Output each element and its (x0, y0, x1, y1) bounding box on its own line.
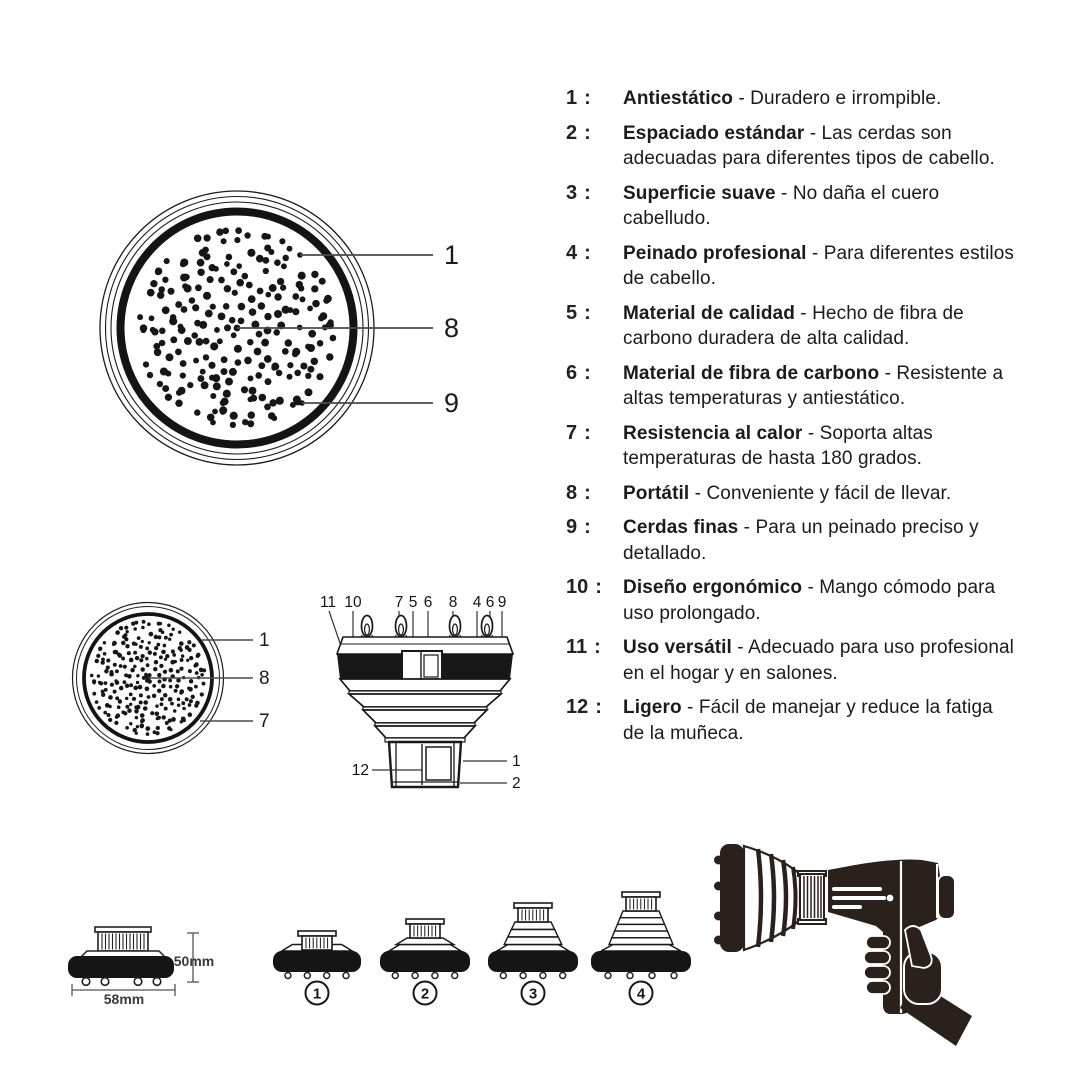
callout-label: 7 (259, 711, 270, 732)
feature-text (623, 575, 1015, 626)
feature-term: Diseño ergonómico (623, 577, 803, 598)
feature-description: Duradero e irrompible. (750, 88, 942, 109)
bristle-tip (304, 973, 310, 979)
bristle-tip (520, 973, 526, 979)
feature-text (623, 421, 1015, 472)
feature-number-value: 7 (566, 421, 578, 444)
feature-term: Cerdas finas (623, 517, 739, 538)
feature-separator: - (689, 482, 707, 504)
feature-item (566, 86, 1018, 112)
diffuser-attachment (714, 844, 826, 952)
feature-number-value: 1 (566, 87, 578, 109)
feature-number-colon: : (584, 87, 591, 109)
feature-description: Conveniente y fácil de llevar. (706, 482, 952, 504)
feature-description: Hecho de fibra de carbono duradera de alta calidad. (623, 302, 964, 349)
expansion-stages-diagram (255, 885, 695, 1015)
feature-number-colon: : (595, 696, 602, 718)
stages-layer (273, 892, 691, 1005)
feature-description: No daña el cuero cabelludo. (623, 182, 940, 229)
feature-description: Para diferentes estilos de cabello. (623, 242, 1014, 289)
feature-separator: - (794, 302, 813, 324)
feature-item (566, 635, 1018, 686)
callout-label: 8 (448, 594, 458, 611)
stage-number: 3 (528, 985, 538, 1003)
stage-drawing (591, 892, 691, 1005)
feature-item (566, 575, 1018, 626)
callout-label: 1 (259, 630, 270, 651)
feature-text (623, 481, 1015, 507)
feature-number-value: 9 (566, 516, 578, 538)
collapsed-diffuser (68, 927, 174, 985)
feature-term: Material de fibra de carbono (623, 362, 880, 384)
feature-item (566, 515, 1018, 566)
callout-label: 8 (259, 668, 270, 689)
bristle-tip (392, 973, 398, 979)
bristle-tip (627, 973, 633, 979)
feature-item (566, 301, 1018, 352)
feature-item (566, 121, 1018, 172)
feature-separator: - (738, 517, 756, 538)
feature-description: Resistente a altas temperaturas y antiestático. (623, 362, 1004, 409)
feature-list (566, 86, 1018, 755)
bristle-tip (605, 973, 611, 979)
feature-item (566, 481, 1018, 507)
callout-label: 9 (444, 388, 460, 418)
feature-number-colon: : (594, 636, 601, 658)
feature-number (566, 575, 623, 626)
bristle-tip (649, 973, 655, 979)
feature-number (566, 361, 623, 412)
callout-label: 11 (319, 594, 337, 611)
feature-description: Para un peinado preciso y detallado. (623, 517, 979, 564)
feature-term: Superficie suave (623, 182, 776, 204)
bristle-tip (671, 973, 677, 979)
stage-number: 4 (636, 985, 646, 1003)
stage-number: 1 (312, 985, 322, 1003)
bristle-tip (560, 973, 566, 979)
feature-number (566, 301, 623, 352)
feature-text (623, 181, 1015, 232)
callout-label: 6 (423, 594, 433, 611)
callout-label: 8 (444, 313, 460, 343)
callout-label: 1 (512, 753, 521, 770)
callout-label: 12 (351, 762, 369, 779)
feature-text (623, 241, 1015, 292)
feature-number-value: 11 (566, 636, 588, 658)
feature-text (623, 121, 1015, 172)
attachment-collar (798, 871, 826, 924)
feature-number (566, 241, 623, 292)
callout-label: 7 (394, 594, 404, 611)
feature-description: Fácil de manejar y reduce la fatiga de la muñeca. (623, 697, 993, 744)
feature-number (566, 86, 623, 112)
diffuser-top-view-large-diagram (95, 185, 475, 475)
callout-label: 2 (512, 775, 521, 792)
accordion-folds (340, 679, 510, 742)
feature-text (623, 695, 1015, 746)
feature-number-value: 5 (566, 301, 578, 324)
stage-drawing (488, 903, 578, 1005)
height-dimension-label: 50mm (173, 953, 215, 969)
feature-number-colon: : (584, 241, 591, 264)
diffuser-top-view-small-diagram (60, 595, 290, 770)
feature-number-colon: : (584, 516, 591, 538)
callout-label: 4 (472, 594, 482, 611)
feature-description: Soporta altas temperaturas de hasta 180 grados. (623, 422, 933, 469)
feature-item (566, 241, 1018, 292)
hair-dryer-illustration (700, 830, 1030, 1060)
bristle-tip (343, 973, 349, 979)
bristle-tips (82, 978, 161, 986)
feature-term: Espaciado estándar (623, 122, 805, 144)
hand-holding-dryer (864, 926, 972, 1046)
feature-number-value: 10 (566, 576, 589, 598)
feature-item (566, 421, 1018, 472)
feature-number-value: 8 (566, 481, 578, 504)
diffuser-side-view-diagram (315, 590, 545, 800)
feature-number-value: 2 (566, 121, 578, 144)
feature-number (566, 121, 623, 172)
feature-term: Peinado profesional (623, 242, 807, 264)
bristle-tip (452, 973, 458, 979)
feature-term: Portátil (623, 482, 690, 504)
feature-separator: - (775, 182, 793, 204)
dryer-rear-cap (939, 876, 954, 918)
callout-label: 9 (497, 594, 507, 611)
feature-number (566, 695, 623, 746)
feature-separator: - (879, 362, 897, 384)
feature-text (623, 361, 1015, 412)
feature-term: Uso versátil (623, 637, 732, 658)
callout-label: 10 (344, 594, 362, 611)
feature-separator: - (802, 422, 820, 444)
feature-description: Las cerdas son adecuadas para diferentes tipos de cabello. (623, 122, 995, 169)
feature-number-value: 12 (566, 696, 589, 718)
feature-text (623, 635, 1015, 686)
feature-number-colon: : (584, 181, 591, 204)
collapsed-dimension-diagram (55, 900, 255, 1015)
feature-term: Material de calidad (623, 302, 795, 324)
feature-number (566, 481, 623, 507)
feature-text (623, 301, 1015, 352)
feature-number-value: 3 (566, 181, 578, 204)
feature-number-colon: : (595, 576, 602, 598)
bristle-tip (324, 973, 330, 979)
bristle-tip (432, 973, 438, 979)
feature-item (566, 181, 1018, 232)
feature-separator: - (732, 88, 751, 109)
feature-number-value: 4 (566, 241, 578, 264)
feature-text (623, 86, 1015, 112)
feature-number (566, 181, 623, 232)
bristle-tip (285, 973, 291, 979)
feature-number-colon: : (584, 421, 591, 444)
callout-label: 1 (444, 240, 460, 270)
feature-separator: - (806, 242, 824, 264)
feature-text (623, 515, 1015, 566)
diffuser-rim (337, 637, 513, 681)
feature-item (566, 361, 1018, 412)
feature-number (566, 515, 623, 566)
feature-separator: - (802, 577, 820, 598)
feature-number-colon: : (584, 121, 591, 144)
callout-label: 6 (485, 594, 495, 611)
feature-number-value: 6 (566, 361, 578, 384)
stage-number: 2 (420, 985, 430, 1003)
feature-number (566, 421, 623, 472)
feature-description: Adecuado para uso profesional en el hogar y en salones. (623, 637, 1014, 684)
bottom-connector (389, 742, 461, 787)
feature-number-colon: : (584, 361, 591, 384)
width-dimension-label: 58mm (103, 991, 145, 1007)
feature-term: Resistencia al calor (623, 422, 803, 444)
bristle-tip (412, 973, 418, 979)
top-callout-labels (320, 594, 506, 611)
bristle-tip (500, 973, 506, 979)
feature-description: Mango cómodo para uso prolongado. (623, 577, 996, 624)
feature-number-colon: : (584, 301, 591, 324)
vent-dot (887, 895, 894, 902)
diffuser-face (720, 844, 744, 952)
feature-number-colon: : (584, 481, 591, 504)
feature-separator: - (804, 122, 822, 144)
callout-label: 5 (408, 594, 418, 611)
feature-separator: - (681, 697, 699, 718)
feature-item (566, 695, 1018, 746)
stage-drawing (380, 919, 470, 1005)
feature-number (566, 635, 623, 686)
feature-separator: - (731, 637, 749, 658)
bristle-tip (540, 973, 546, 979)
stage-drawing (273, 931, 361, 1005)
feature-term: Ligero (623, 697, 682, 718)
feature-term: Antiestático (623, 88, 733, 109)
